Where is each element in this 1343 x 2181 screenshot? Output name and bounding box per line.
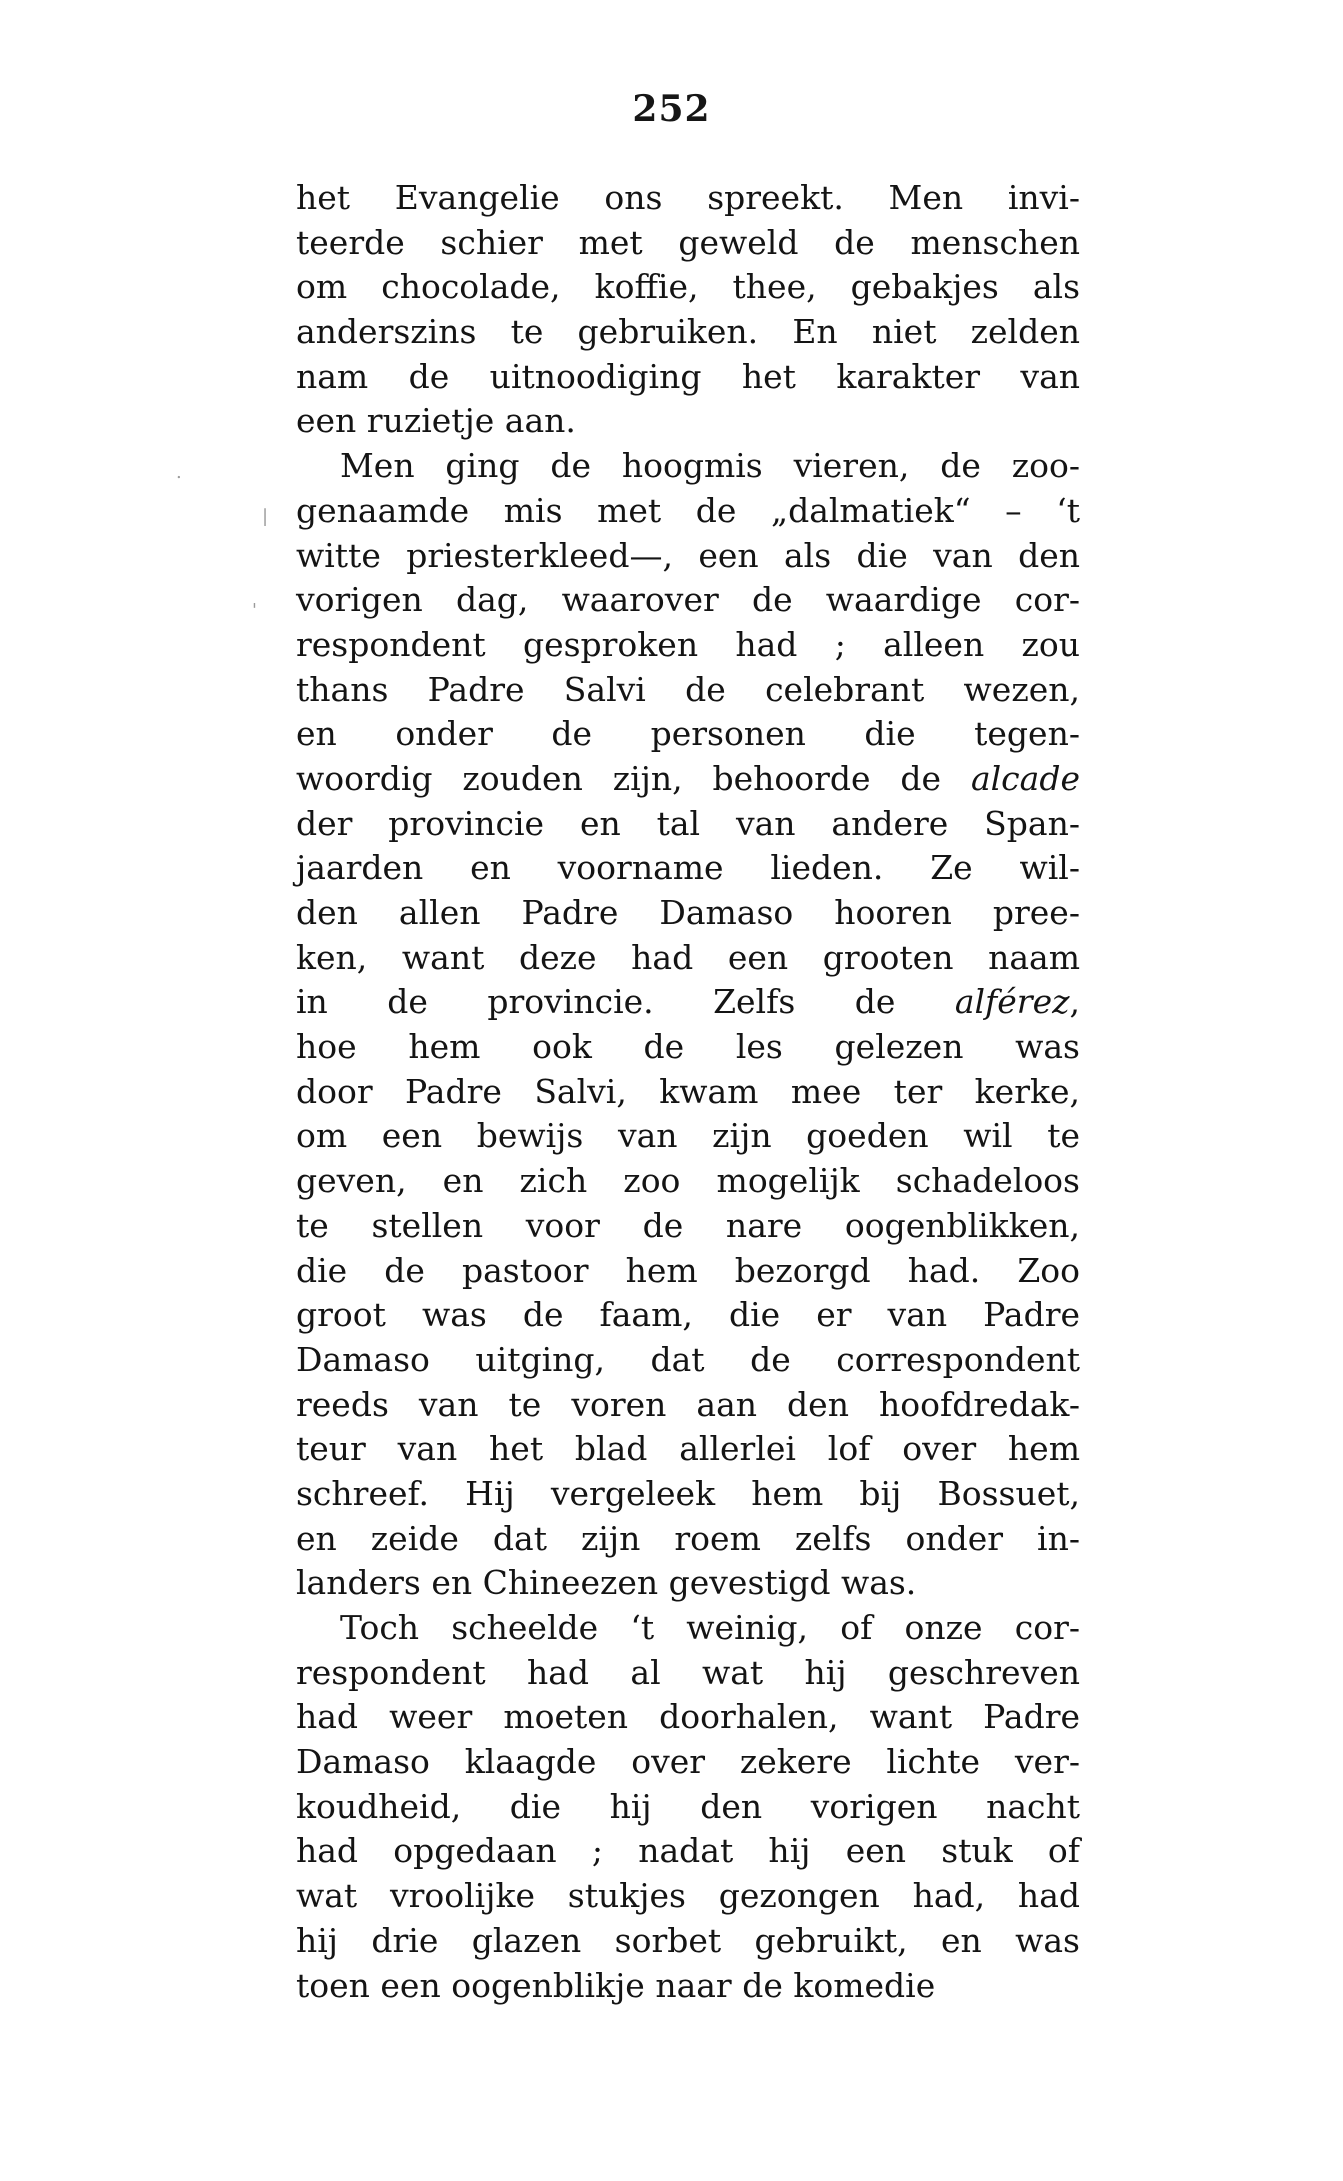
text-line: om een bewijs van zijn goeden wil te xyxy=(296,1116,1080,1156)
margin-speck: . xyxy=(176,462,182,483)
text-line: witte priesterkleed—, een als die van den xyxy=(296,535,1080,575)
paragraph xyxy=(296,444,1080,1606)
text-line: jaarden en voorname lieden. Ze wil- xyxy=(296,848,1080,888)
text-line: ken, want deze had een grooten naam xyxy=(296,937,1080,977)
text-line: koudheid, die hij den vorigen nacht xyxy=(296,1786,1080,1826)
text-line: hij drie glazen sorbet gebruikt, en was xyxy=(296,1920,1080,1960)
text-line: vorigen dag, waarover de waardige cor- xyxy=(296,580,1080,620)
text-line: die de pastoor hem bezorgd had. Zoo xyxy=(296,1250,1080,1290)
text-line: genaamde mis met de „dalmatiek“ – ‘t xyxy=(296,490,1080,530)
text-line: groot was de faam, die er van Padre xyxy=(296,1295,1080,1335)
text-line: den allen Padre Damaso hooren pree- xyxy=(296,893,1080,932)
italic-term: alcade xyxy=(970,758,1080,798)
text-line: landers en Chineezen gevestigd was. xyxy=(296,1563,917,1603)
text-line: schreef. Hij vergeleek hem bij Bossuet, xyxy=(296,1473,1080,1513)
body-text xyxy=(296,176,1080,2008)
text-line: hoe hem ook de les gelezen was xyxy=(296,1027,1080,1067)
text-line: der provincie en tal van andere Span- xyxy=(296,803,1080,843)
text-line: Damaso klaagde over zekere lichte ver- xyxy=(296,1742,1080,1782)
text-line: in de provincie. Zelfs de alférez, xyxy=(296,982,1080,1022)
paragraph xyxy=(296,176,1080,444)
text-line: wat vroolijke stukjes gezongen had, had xyxy=(296,1876,1080,1916)
text-line: Damaso uitging, dat de correspondent xyxy=(296,1339,1080,1379)
text-line: had opgedaan ; nadat hij een stuk of xyxy=(296,1831,1080,1871)
paragraph xyxy=(296,1606,1080,2008)
text-line: door Padre Salvi, kwam mee ter kerke, xyxy=(296,1071,1080,1111)
text-line: het Evangelie ons spreekt. Men invi- xyxy=(296,178,1080,217)
text-line: anderszins te gebruiken. En niet zelden xyxy=(296,312,1080,352)
text-line: geven, en zich zoo mogelijk schadeloos xyxy=(296,1161,1080,1201)
text-line: respondent had al wat hij geschreven xyxy=(296,1652,1080,1692)
text-line: te stellen voor de nare oogenblikken, xyxy=(296,1205,1080,1245)
text-line: nam de uitnoodiging het karakter van xyxy=(296,356,1080,396)
text-line: een ruzietje aan. xyxy=(296,401,576,441)
text-line: thans Padre Salvi de celebrant wezen, xyxy=(296,669,1080,709)
text-line: teur van het blad allerlei lof over hem xyxy=(296,1429,1080,1469)
text-line: reeds van te voren aan den hoofdredak- xyxy=(296,1384,1080,1424)
italic-term: alférez xyxy=(954,982,1070,1022)
text-line: teerde schier met geweld de menschen xyxy=(296,222,1080,262)
text-line: toen een oogenblikje naar de komedie xyxy=(296,1965,936,2005)
text-line: Men ging de hoogmis vieren, de zoo- xyxy=(340,446,1080,486)
text-line: om chocolade, koffie, thee, gebakjes als xyxy=(296,267,1080,307)
text-line: en onder de personen die tegen- xyxy=(296,714,1080,754)
page-number: 252 xyxy=(632,88,711,130)
margin-speck: | xyxy=(262,506,269,527)
text-line: en zeide dat zijn roem zelfs onder in- xyxy=(296,1518,1080,1558)
text-line: respondent gesproken had ; alleen zou xyxy=(296,624,1080,664)
margin-speck: ' xyxy=(252,600,257,621)
text-line: Toch scheelde ‘t weinig, of onze cor- xyxy=(340,1608,1080,1647)
text-line: had weer moeten doorhalen, want Padre xyxy=(296,1697,1080,1737)
text-line: woordig zouden zijn, behoorde de alcade xyxy=(296,758,1080,798)
